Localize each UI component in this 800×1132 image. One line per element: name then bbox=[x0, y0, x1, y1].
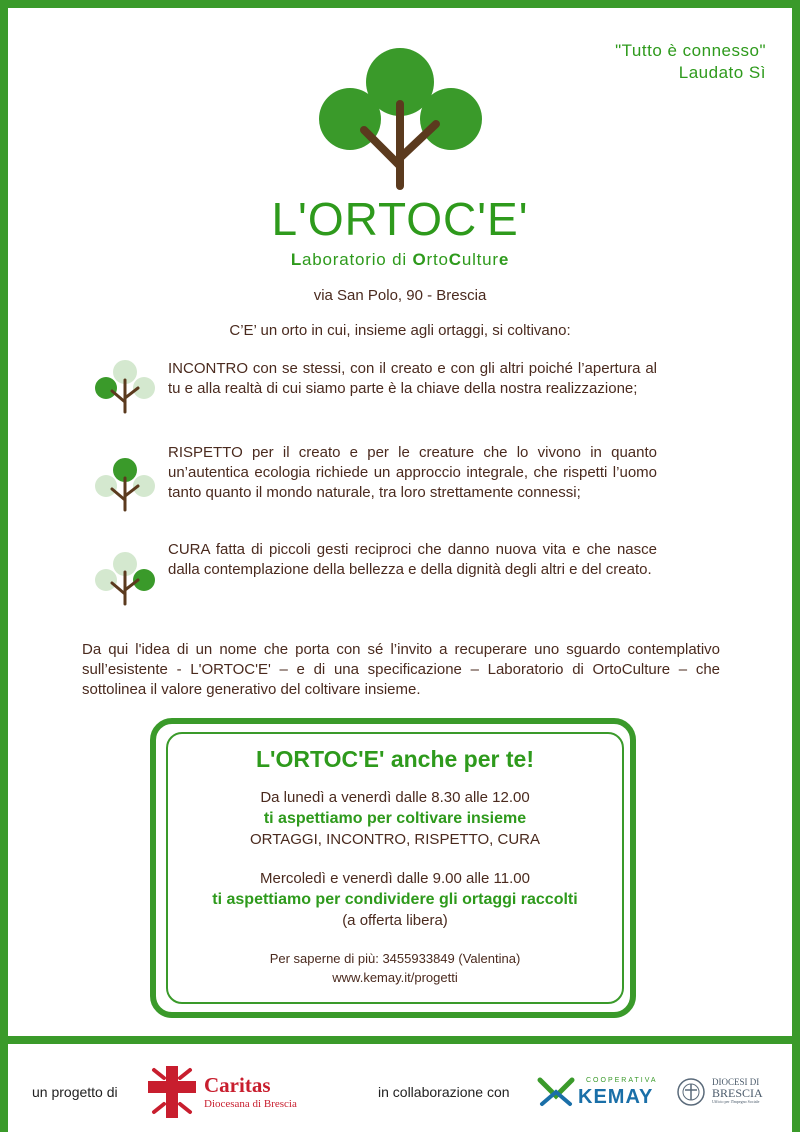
tree-icon bbox=[92, 358, 156, 418]
caritas-logo-text: Caritas bbox=[204, 1073, 271, 1097]
schedule-2: Mercoledì e venerdì dalle 9.00 alle 11.00 bbox=[260, 870, 530, 887]
page-subtitle bbox=[0, 250, 800, 270]
subtitle-part: ultur bbox=[461, 250, 499, 269]
list-item bbox=[92, 358, 657, 420]
tree-icon bbox=[92, 456, 156, 516]
description-paragraph: Da qui l'idea di un nome che porta con sé l’invito a recuperare uno sguardo contemplativo sull’esistente - L'ORTOC'E' – e di una specificazione – Laboratorio di OrtoCulture – che sottolinea il valore generativo del coltivare insieme. bbox=[82, 641, 720, 698]
invite-1: ti aspettiamo per coltivare insieme bbox=[263, 810, 527, 827]
page-title: L'ORTOC'E' bbox=[271, 193, 529, 245]
caritas-cross-icon bbox=[146, 1064, 198, 1120]
info-box bbox=[166, 732, 624, 1004]
subtitle-part: L bbox=[290, 250, 303, 269]
values-line: ORTAGGI, INCONTRO, RISPETTO, CURA bbox=[249, 831, 541, 848]
contact-info: Per saperne di più: 3455933849 (Valentina) bbox=[269, 951, 521, 966]
list-item bbox=[92, 541, 657, 612]
invite-2: ti aspettiamo per condividere gli ortaggi raccolti bbox=[212, 891, 578, 908]
diocesi-line-3: Ufficio per l'Impegno Sociale bbox=[712, 1099, 760, 1104]
tree-icon bbox=[92, 550, 156, 610]
diocesi-line-2: BRESCIA bbox=[712, 1086, 763, 1100]
subtitle-part: O bbox=[412, 250, 427, 269]
quote-line-2: Laudato Sì bbox=[678, 63, 766, 82]
kemay-subtext: COOPERATIVA bbox=[586, 1077, 658, 1084]
address: via San Polo, 90 - Brescia bbox=[313, 287, 487, 304]
diocesi-seal-icon bbox=[676, 1074, 706, 1110]
list-item bbox=[92, 444, 657, 538]
kemay-logo-text: KEMAY bbox=[578, 1086, 654, 1108]
diocesi-logo-text bbox=[712, 1077, 763, 1105]
frame-divider bbox=[0, 1036, 800, 1044]
subtitle-part: aboratorio di bbox=[302, 250, 413, 269]
collaboration-label: in collaborazione con bbox=[378, 1084, 510, 1100]
schedule-1: Da lunedì a venerdì dalle 8.30 alle 12.00 bbox=[260, 789, 530, 806]
quote-line-1: "Tutto è connesso" bbox=[615, 41, 766, 60]
item-text: CURA fatta di piccoli gesti reciproci che danno nuova vita e che nasce dalla contemplazione della bellezza e della dignità degli altri e del creato. bbox=[168, 541, 657, 578]
box-title: L'ORTOC'E' anche per te! bbox=[256, 746, 534, 772]
subtitle-part: C bbox=[448, 250, 462, 269]
subtitle-part: rto bbox=[426, 250, 449, 269]
website-link[interactable]: www.kemay.it/progetti bbox=[332, 970, 458, 985]
project-by-label: un progetto di bbox=[32, 1084, 118, 1100]
kemay-icon bbox=[536, 1074, 576, 1110]
item-text: INCONTRO con se stessi, con il creato e con gli altri poiché l’apertura al tu e alla realtà di cui siamo parte è la chiave della nostra realizzazione; bbox=[168, 360, 657, 397]
diocesi-line-1: DIOCESI DI bbox=[712, 1077, 760, 1087]
intro-text: C’E’ un orto in cui, insieme agli ortaggi, si coltivano: bbox=[229, 322, 571, 339]
subtitle-part: e bbox=[498, 250, 510, 269]
offer-note: (a offerta libera) bbox=[342, 912, 448, 929]
item-text: RISPETTO per il creato e per le creature che lo vivono in quanto un’autentica ecologia richiede un approccio integrale, che rispetti l’uomo tanto quanto il mondo naturale, tra loro strettamente connessi; bbox=[168, 444, 657, 501]
tree-logo-icon bbox=[318, 46, 483, 191]
caritas-logo-subtext: Diocesana di Brescia bbox=[204, 1098, 297, 1110]
quote bbox=[615, 40, 766, 84]
